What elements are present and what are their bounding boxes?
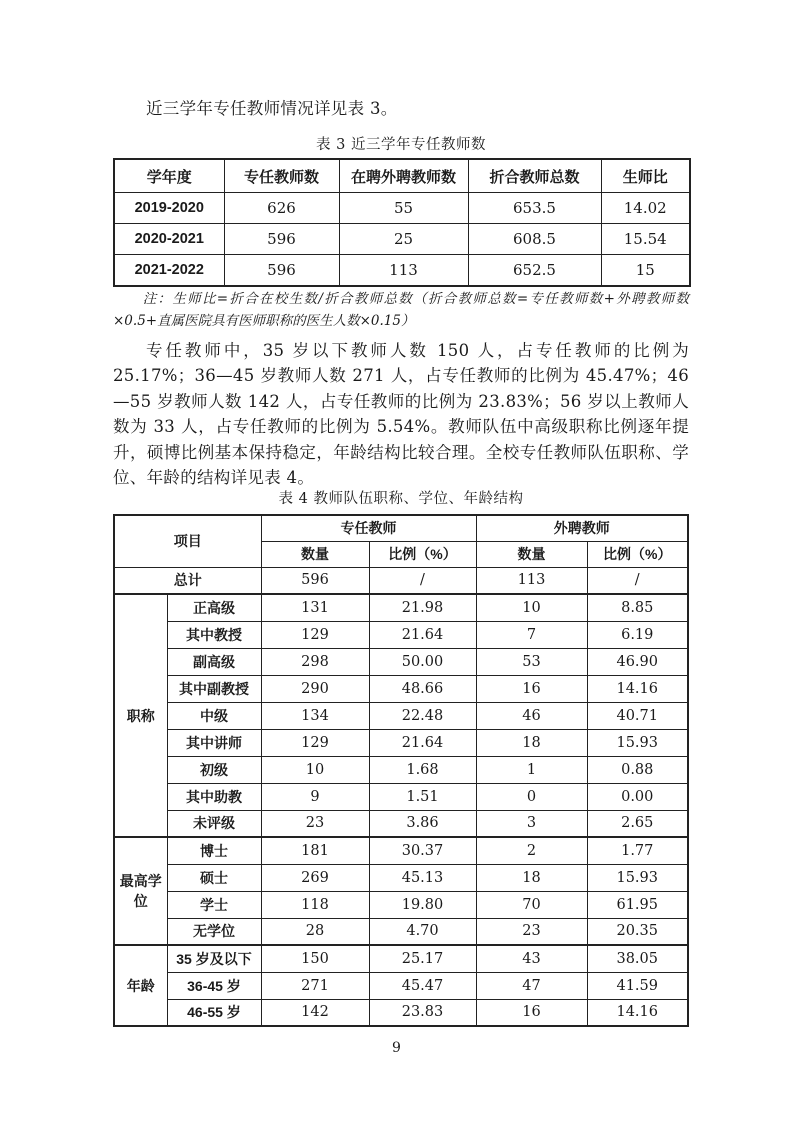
table4-staff-structure <box>113 514 689 1027</box>
table4-value-cell: 118 <box>261 891 369 918</box>
table4-value-cell: 6.19 <box>587 621 688 648</box>
table3-year-cell: 2021-2022 <box>114 255 224 286</box>
table4-group-label: 最高学位 <box>114 837 167 945</box>
table3-value-cell: 596 <box>224 224 339 255</box>
table4-data-row <box>114 675 688 702</box>
table3-value-cell: 608.5 <box>468 224 601 255</box>
table3-header-row <box>114 159 690 193</box>
table3-teacher-counts <box>113 158 691 287</box>
table4-value-cell: 3.86 <box>369 810 476 837</box>
table4-data-row <box>114 945 688 972</box>
table4-value-cell: 3 <box>476 810 587 837</box>
table4-total-value: 596 <box>261 567 369 594</box>
table4-value-cell: 30.37 <box>369 837 476 864</box>
table3-value-cell: 15 <box>601 255 690 286</box>
table4-value-cell: 10 <box>261 756 369 783</box>
table4-value-cell: 9 <box>261 783 369 810</box>
table4-value-cell: 23.83 <box>369 999 476 1026</box>
table4-data-row <box>114 729 688 756</box>
age-structure-paragraph: 专任教师中，35 岁以下教师人数 150 人，占专任教师的比例为 25.17%；36—45 岁教师人数 271 人，占专任教师的比例为 45.47%；46—55 岁教师人数 142 人，占专任教师的比例为 23.83%；56 岁以上教师人数为 33 人，占专任教师的比例为 5.54%。教师队伍中高级职称比例逐年提升，硕博比例基本保持稳定，年龄结构比较合理。全校专任教师队伍职称、学位、年龄的结构详见表 4。 <box>113 341 689 488</box>
table4-value-cell: 25.17 <box>369 945 476 972</box>
table4-header-fulltime: 专任教师 <box>261 515 476 541</box>
table4-value-cell: 53 <box>476 648 587 675</box>
table4-header-ft-ratio: 比例（%） <box>369 541 476 567</box>
table4-value-cell: 46.90 <box>587 648 688 675</box>
table4-header-row-1 <box>114 515 688 541</box>
table4-row-label: 未评级 <box>167 810 261 837</box>
table4-value-cell: 131 <box>261 594 369 621</box>
table4-value-cell: 129 <box>261 729 369 756</box>
table4-row-label: 学士 <box>167 891 261 918</box>
table3-column-header: 学年度 <box>114 159 224 193</box>
table4-row-label: 正高级 <box>167 594 261 621</box>
table3-year-cell: 2019-2020 <box>114 193 224 224</box>
table4-row-label: 36-45 岁 <box>167 972 261 999</box>
table4-value-cell: 48.66 <box>369 675 476 702</box>
table4-value-cell: 15.93 <box>587 729 688 756</box>
table4-value-cell: 20.35 <box>587 918 688 945</box>
table4-value-cell: 50.00 <box>369 648 476 675</box>
table4-value-cell: 43 <box>476 945 587 972</box>
table4-value-cell: 129 <box>261 621 369 648</box>
table4-data-row <box>114 648 688 675</box>
table3-value-cell: 626 <box>224 193 339 224</box>
table4-value-cell: 38.05 <box>587 945 688 972</box>
table4-row-label: 硕士 <box>167 864 261 891</box>
table4-row-label: 初级 <box>167 756 261 783</box>
table4-header-adjunct: 外聘教师 <box>476 515 688 541</box>
table4-row-label: 其中助教 <box>167 783 261 810</box>
table4-data-row <box>114 594 688 621</box>
table4-data-row <box>114 756 688 783</box>
table4-header-adj-count: 数量 <box>476 541 587 567</box>
table3-value-cell: 113 <box>339 255 468 286</box>
table4-total-label: 总计 <box>114 567 261 594</box>
table4-value-cell: 15.93 <box>587 864 688 891</box>
table4-data-row <box>114 837 688 864</box>
table4-value-cell: 10 <box>476 594 587 621</box>
table3-row <box>114 193 690 224</box>
table3-title: 表 3 近三学年专任教师数 <box>316 137 486 153</box>
table4-header-ft-count: 数量 <box>261 541 369 567</box>
table4-value-cell: 0.88 <box>587 756 688 783</box>
table4-row-label: 35 岁及以下 <box>167 945 261 972</box>
table4-value-cell: 16 <box>476 999 587 1026</box>
table4-value-cell: 14.16 <box>587 999 688 1026</box>
table4-value-cell: 290 <box>261 675 369 702</box>
table4-data-row <box>114 702 688 729</box>
table4-data-row <box>114 891 688 918</box>
page-number: 9 <box>392 1040 401 1056</box>
table4-data-row <box>114 783 688 810</box>
table4-total-value: / <box>587 567 688 594</box>
table4-value-cell: 150 <box>261 945 369 972</box>
table4-value-cell: 2.65 <box>587 810 688 837</box>
table4-total-row <box>114 567 688 594</box>
table4-group-label: 年龄 <box>114 945 167 1026</box>
table4-value-cell: 18 <box>476 729 587 756</box>
table4-header-item: 项目 <box>114 515 261 567</box>
table4-row-label: 副高级 <box>167 648 261 675</box>
table4-value-cell: 23 <box>476 918 587 945</box>
table4-value-cell: 46 <box>476 702 587 729</box>
table4-value-cell: 0.00 <box>587 783 688 810</box>
table4-row-label: 其中讲师 <box>167 729 261 756</box>
table3-value-cell: 15.54 <box>601 224 690 255</box>
table3-year-cell: 2020-2021 <box>114 224 224 255</box>
table4-data-row <box>114 621 688 648</box>
table4-value-cell: 14.16 <box>587 675 688 702</box>
table3-row <box>114 255 690 286</box>
table4-value-cell: 181 <box>261 837 369 864</box>
table4-value-cell: 21.64 <box>369 621 476 648</box>
table4-row-label: 中级 <box>167 702 261 729</box>
table4-total-value: / <box>369 567 476 594</box>
table3-row <box>114 224 690 255</box>
table4-header-adj-ratio: 比例（%） <box>587 541 688 567</box>
table4-total-value: 113 <box>476 567 587 594</box>
table3-column-header: 专任教师数 <box>224 159 339 193</box>
table4-value-cell: 298 <box>261 648 369 675</box>
table4-value-cell: 1 <box>476 756 587 783</box>
intro-paragraph: 近三学年专任教师情况详见表 3。 <box>146 99 398 118</box>
table4-row-label: 无学位 <box>167 918 261 945</box>
table4-data-row <box>114 999 688 1026</box>
table3-value-cell: 652.5 <box>468 255 601 286</box>
table4-value-cell: 142 <box>261 999 369 1026</box>
table4-value-cell: 0 <box>476 783 587 810</box>
table4-value-cell: 18 <box>476 864 587 891</box>
table4-value-cell: 8.85 <box>587 594 688 621</box>
table4-value-cell: 19.80 <box>369 891 476 918</box>
table4-value-cell: 22.48 <box>369 702 476 729</box>
table4-data-row <box>114 918 688 945</box>
table4-value-cell: 269 <box>261 864 369 891</box>
table4-row-label: 博士 <box>167 837 261 864</box>
table3-value-cell: 14.02 <box>601 193 690 224</box>
table4-value-cell: 28 <box>261 918 369 945</box>
table4-value-cell: 21.64 <box>369 729 476 756</box>
table4-row-label: 46-55 岁 <box>167 999 261 1026</box>
table4-data-row <box>114 864 688 891</box>
table3-column-header: 折合教师总数 <box>468 159 601 193</box>
table4-value-cell: 4.70 <box>369 918 476 945</box>
table4-value-cell: 41.59 <box>587 972 688 999</box>
table3-value-cell: 596 <box>224 255 339 286</box>
table4-value-cell: 1.68 <box>369 756 476 783</box>
table4-group-label: 职称 <box>114 594 167 837</box>
table4-value-cell: 45.47 <box>369 972 476 999</box>
table3-column-header: 生师比 <box>601 159 690 193</box>
table4-value-cell: 45.13 <box>369 864 476 891</box>
table4-value-cell: 16 <box>476 675 587 702</box>
table3-value-cell: 55 <box>339 193 468 224</box>
table4-value-cell: 7 <box>476 621 587 648</box>
table4-value-cell: 23 <box>261 810 369 837</box>
table3-column-header: 在聘外聘教师数 <box>339 159 468 193</box>
table4-value-cell: 70 <box>476 891 587 918</box>
table3-footnote: 注：生师比=折合在校生数/折合教师总数（折合教师总数=专任教师数+外聘教师数×0.5+直属医院具有医师职称的医生人数×0.15） <box>113 291 689 329</box>
table3-value-cell: 653.5 <box>468 193 601 224</box>
table3-value-cell: 25 <box>339 224 468 255</box>
table4-value-cell: 21.98 <box>369 594 476 621</box>
table4-data-row <box>114 810 688 837</box>
table4-row-label: 其中教授 <box>167 621 261 648</box>
table4-value-cell: 1.77 <box>587 837 688 864</box>
table4-value-cell: 40.71 <box>587 702 688 729</box>
table4-value-cell: 1.51 <box>369 783 476 810</box>
table4-value-cell: 134 <box>261 702 369 729</box>
table4-value-cell: 47 <box>476 972 587 999</box>
table4-value-cell: 271 <box>261 972 369 999</box>
table4-row-label: 其中副教授 <box>167 675 261 702</box>
table4-value-cell: 61.95 <box>587 891 688 918</box>
table4-data-row <box>114 972 688 999</box>
table4-value-cell: 2 <box>476 837 587 864</box>
table4-title: 表 4 教师队伍职称、学位、年龄结构 <box>278 491 524 507</box>
